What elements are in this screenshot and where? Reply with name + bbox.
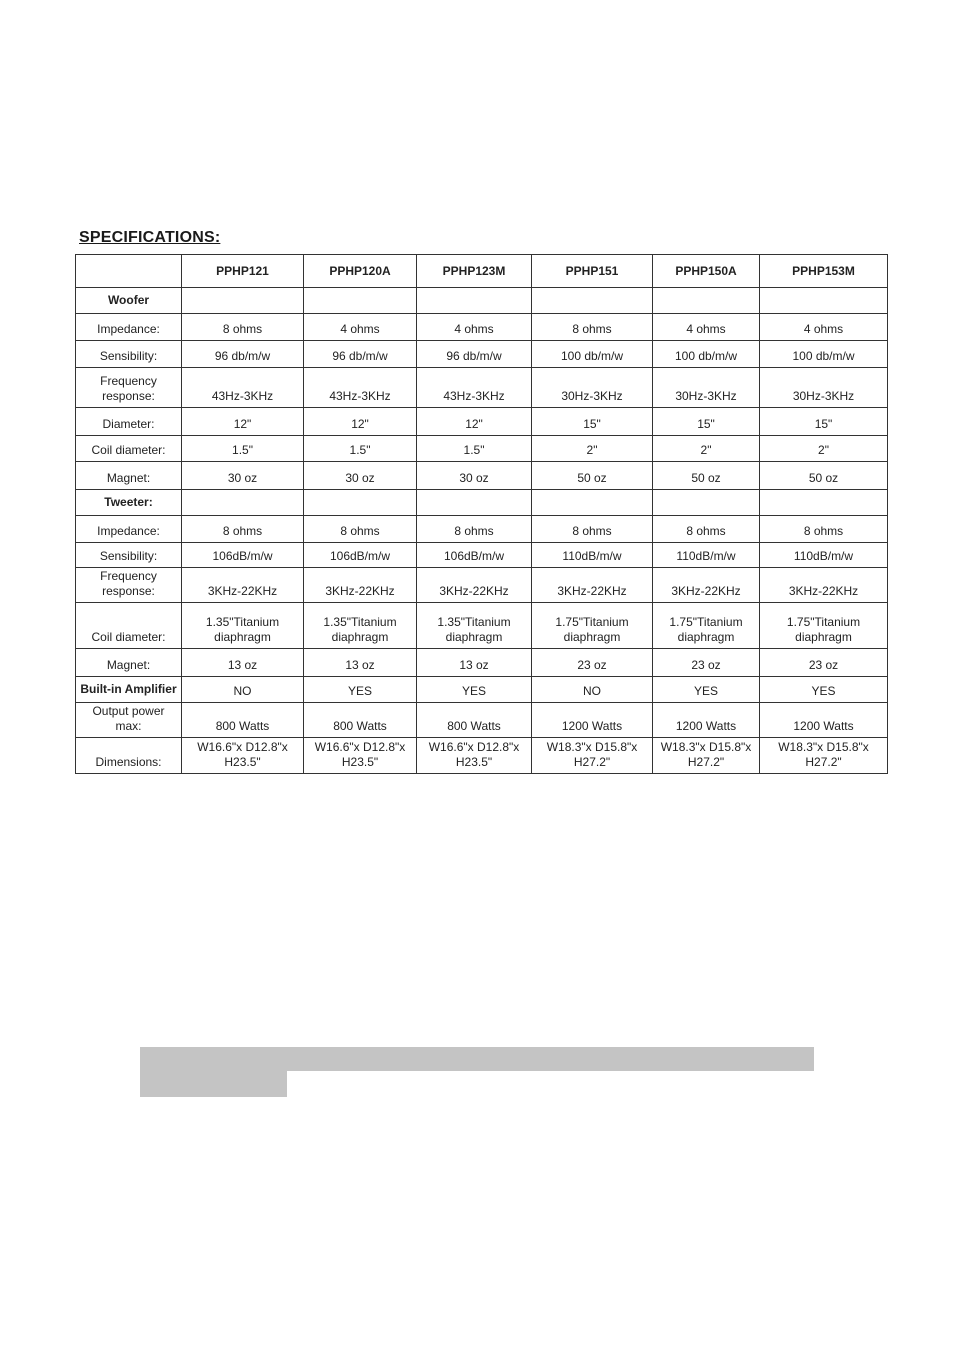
tweeter-value-cell: 8 ohms bbox=[653, 516, 760, 543]
header-row bbox=[76, 255, 888, 288]
woofer-value-cell: 1.5" bbox=[304, 436, 417, 462]
tweeter-row-label: Sensibility: bbox=[76, 543, 182, 568]
woofer-row-label: Coil diameter: bbox=[76, 436, 182, 462]
tweeter-value-cell: 13 oz bbox=[417, 649, 532, 677]
model-header: PPHP121 bbox=[182, 255, 304, 288]
tweeter-row bbox=[76, 543, 888, 568]
tweeter-value-cell: 1.35"Titanium diaphragm bbox=[182, 603, 304, 649]
woofer-value-cell: 2" bbox=[532, 436, 653, 462]
tweeter-value-cell: 1.75"Titanium diaphragm bbox=[760, 603, 888, 649]
woofer-value-cell: 100 db/m/w bbox=[532, 341, 653, 368]
empty-cell bbox=[532, 288, 653, 314]
woofer-value-cell: 4 ohms bbox=[653, 314, 760, 341]
woofer-value-cell: 12" bbox=[417, 408, 532, 436]
woofer-value-cell: 4 ohms bbox=[417, 314, 532, 341]
tweeter-value-cell: 106dB/m/w bbox=[304, 543, 417, 568]
woofer-value-cell: 96 db/m/w bbox=[417, 341, 532, 368]
woofer-value-cell: 43Hz-3KHz bbox=[182, 368, 304, 408]
tweeter-row-label: Magnet: bbox=[76, 649, 182, 677]
spec-value-cell: 800 Watts bbox=[304, 703, 417, 738]
woofer-row bbox=[76, 314, 888, 341]
spec-row bbox=[76, 703, 888, 738]
woofer-value-cell: 30 oz bbox=[182, 462, 304, 490]
tweeter-row-label: Frequency response: bbox=[76, 568, 182, 603]
woofer-value-cell: 12" bbox=[304, 408, 417, 436]
empty-cell bbox=[182, 288, 304, 314]
spec-value-cell: W18.3"x D15.8"x H27.2" bbox=[760, 738, 888, 774]
woofer-value-cell: 30Hz-3KHz bbox=[532, 368, 653, 408]
woofer-value-cell: 30Hz-3KHz bbox=[653, 368, 760, 408]
tweeter-value-cell: 3KHz-22KHz bbox=[653, 568, 760, 603]
woofer-section bbox=[76, 288, 888, 314]
woofer-value-cell: 2" bbox=[760, 436, 888, 462]
tweeter-value-cell: 3KHz-22KHz bbox=[417, 568, 532, 603]
spec-value-cell: 1200 Watts bbox=[532, 703, 653, 738]
woofer-row-label: Sensibility: bbox=[76, 341, 182, 368]
woofer-row bbox=[76, 368, 888, 408]
tweeter-value-cell: 1.35"Titanium diaphragm bbox=[417, 603, 532, 649]
woofer-value-cell: 100 db/m/w bbox=[760, 341, 888, 368]
tweeter-value-cell: 8 ohms bbox=[304, 516, 417, 543]
tweeter-value-cell: 13 oz bbox=[304, 649, 417, 677]
tweeter-value-cell: 3KHz-22KHz bbox=[532, 568, 653, 603]
spec-row bbox=[76, 738, 888, 774]
amplifier-value-cell: YES bbox=[304, 677, 417, 703]
empty-cell bbox=[760, 288, 888, 314]
tweeter-value-cell: 23 oz bbox=[653, 649, 760, 677]
spec-value-cell: W18.3"x D15.8"x H27.2" bbox=[653, 738, 760, 774]
spec-value-cell: 800 Watts bbox=[417, 703, 532, 738]
empty-cell bbox=[653, 288, 760, 314]
woofer-value-cell: 96 db/m/w bbox=[304, 341, 417, 368]
tweeter-row bbox=[76, 603, 888, 649]
redaction-bar-bottom bbox=[140, 1071, 287, 1097]
woofer-section-label: Woofer bbox=[76, 288, 182, 314]
tweeter-row-label: Impedance: bbox=[76, 516, 182, 543]
woofer-value-cell: 30 oz bbox=[417, 462, 532, 490]
tweeter-value-cell: 3KHz-22KHz bbox=[304, 568, 417, 603]
woofer-value-cell: 4 ohms bbox=[760, 314, 888, 341]
tweeter-value-cell: 8 ohms bbox=[417, 516, 532, 543]
tweeter-section bbox=[76, 490, 888, 516]
model-header: PPHP120A bbox=[304, 255, 417, 288]
tweeter-value-cell: 8 ohms bbox=[182, 516, 304, 543]
woofer-value-cell: 30Hz-3KHz bbox=[760, 368, 888, 408]
empty-cell bbox=[304, 490, 417, 516]
woofer-value-cell: 1.5" bbox=[182, 436, 304, 462]
tweeter-value-cell: 13 oz bbox=[182, 649, 304, 677]
spec-value-cell: 800 Watts bbox=[182, 703, 304, 738]
woofer-row-label: Impedance: bbox=[76, 314, 182, 341]
header-corner-cell bbox=[76, 255, 182, 288]
empty-cell bbox=[760, 490, 888, 516]
empty-cell bbox=[653, 490, 760, 516]
tweeter-value-cell: 106dB/m/w bbox=[182, 543, 304, 568]
woofer-row-label: Frequency response: bbox=[76, 368, 182, 408]
tweeter-value-cell: 23 oz bbox=[760, 649, 888, 677]
woofer-row bbox=[76, 408, 888, 436]
tweeter-section-label: Tweeter: bbox=[76, 490, 182, 516]
woofer-row-label: Magnet: bbox=[76, 462, 182, 490]
model-header: PPHP153M bbox=[760, 255, 888, 288]
woofer-value-cell: 15" bbox=[532, 408, 653, 436]
spec-value-cell: 1200 Watts bbox=[653, 703, 760, 738]
tweeter-row bbox=[76, 568, 888, 603]
tweeter-row bbox=[76, 516, 888, 543]
tweeter-row-label: Coil diameter: bbox=[76, 603, 182, 649]
redaction-bar-top bbox=[140, 1047, 814, 1071]
woofer-value-cell: 8 ohms bbox=[532, 314, 653, 341]
empty-cell bbox=[417, 490, 532, 516]
tweeter-value-cell: 110dB/m/w bbox=[760, 543, 888, 568]
woofer-value-cell: 1.5" bbox=[417, 436, 532, 462]
woofer-value-cell: 30 oz bbox=[304, 462, 417, 490]
woofer-row bbox=[76, 436, 888, 462]
empty-cell bbox=[182, 490, 304, 516]
woofer-row-label: Diameter: bbox=[76, 408, 182, 436]
tweeter-value-cell: 1.35"Titanium diaphragm bbox=[304, 603, 417, 649]
amplifier-value-cell: NO bbox=[182, 677, 304, 703]
woofer-value-cell: 43Hz-3KHz bbox=[417, 368, 532, 408]
tweeter-value-cell: 3KHz-22KHz bbox=[760, 568, 888, 603]
amplifier-value-cell: NO bbox=[532, 677, 653, 703]
woofer-value-cell: 96 db/m/w bbox=[182, 341, 304, 368]
tweeter-value-cell: 8 ohms bbox=[532, 516, 653, 543]
spec-value-cell: W16.6"x D12.8"x H23.5" bbox=[417, 738, 532, 774]
tweeter-row bbox=[76, 649, 888, 677]
model-header: PPHP150A bbox=[653, 255, 760, 288]
spec-value-cell: 1200 Watts bbox=[760, 703, 888, 738]
empty-cell bbox=[532, 490, 653, 516]
woofer-row bbox=[76, 462, 888, 490]
empty-cell bbox=[417, 288, 532, 314]
tweeter-value-cell: 1.75"Titanium diaphragm bbox=[532, 603, 653, 649]
spec-value-cell: W16.6"x D12.8"x H23.5" bbox=[304, 738, 417, 774]
woofer-row bbox=[76, 341, 888, 368]
amplifier-row bbox=[76, 677, 888, 703]
amplifier-label: Built-in Amplifier bbox=[76, 677, 182, 703]
amplifier-value-cell: YES bbox=[760, 677, 888, 703]
specifications-table bbox=[75, 254, 888, 774]
tweeter-value-cell: 3KHz-22KHz bbox=[182, 568, 304, 603]
tweeter-value-cell: 110dB/m/w bbox=[653, 543, 760, 568]
amplifier-value-cell: YES bbox=[653, 677, 760, 703]
woofer-value-cell: 50 oz bbox=[532, 462, 653, 490]
spec-value-cell: W18.3"x D15.8"x H27.2" bbox=[532, 738, 653, 774]
tweeter-value-cell: 23 oz bbox=[532, 649, 653, 677]
empty-cell bbox=[304, 288, 417, 314]
woofer-value-cell: 100 db/m/w bbox=[653, 341, 760, 368]
woofer-value-cell: 15" bbox=[760, 408, 888, 436]
woofer-value-cell: 8 ohms bbox=[182, 314, 304, 341]
tweeter-value-cell: 110dB/m/w bbox=[532, 543, 653, 568]
woofer-value-cell: 50 oz bbox=[760, 462, 888, 490]
tweeter-value-cell: 8 ohms bbox=[760, 516, 888, 543]
amplifier-value-cell: YES bbox=[417, 677, 532, 703]
model-header: PPHP151 bbox=[532, 255, 653, 288]
model-header: PPHP123M bbox=[417, 255, 532, 288]
spec-value-cell: W16.6"x D12.8"x H23.5" bbox=[182, 738, 304, 774]
tweeter-value-cell: 1.75"Titanium diaphragm bbox=[653, 603, 760, 649]
woofer-value-cell: 4 ohms bbox=[304, 314, 417, 341]
spec-row-label: Output power max: bbox=[76, 703, 182, 738]
spec-row-label: Dimensions: bbox=[76, 738, 182, 774]
tweeter-value-cell: 106dB/m/w bbox=[417, 543, 532, 568]
woofer-value-cell: 50 oz bbox=[653, 462, 760, 490]
woofer-value-cell: 2" bbox=[653, 436, 760, 462]
woofer-value-cell: 15" bbox=[653, 408, 760, 436]
page-title: SPECIFICATIONS: bbox=[79, 229, 221, 246]
woofer-value-cell: 43Hz-3KHz bbox=[304, 368, 417, 408]
woofer-value-cell: 12" bbox=[182, 408, 304, 436]
